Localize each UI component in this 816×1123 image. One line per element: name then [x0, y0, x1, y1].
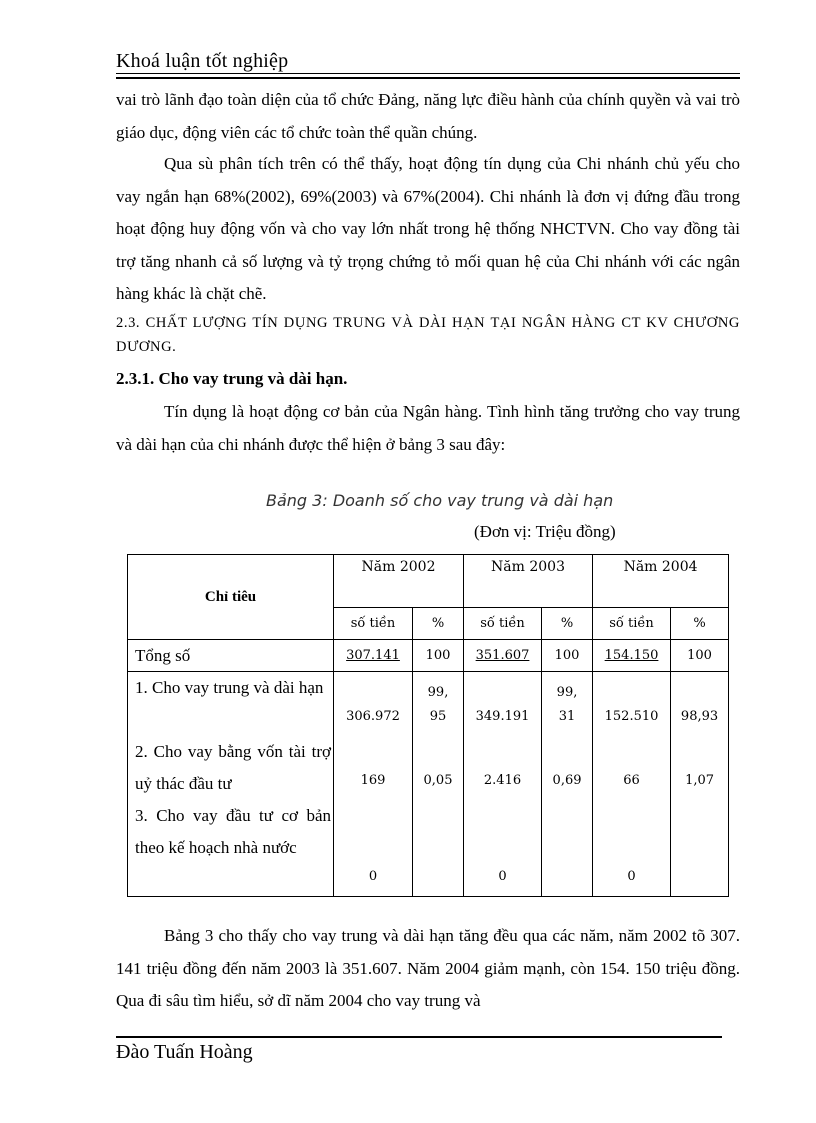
items-percent-2004 [671, 672, 729, 897]
subheader-percent: % [413, 608, 464, 640]
subheader-amount: số tiền [593, 608, 671, 640]
subheader-percent: % [542, 608, 593, 640]
item-amount-3-2002: 0 [368, 869, 378, 884]
item-label-2: 2. Cho vay bằng vốn tài trợ uỷ thác đầu tư [135, 742, 331, 793]
table-row-total [128, 640, 729, 672]
paragraph-4: Bảng 3 cho thấy cho vay trung và dài hạn tăng đều qua các năm, năm 2002 tõ 307. 141 triệu đồng đến năm 2003 là 351.607. Năm 2004 giảm mạnh, còn 154. 150 triệu đồng. Qua đi sâu tìm hiểu, sở dĩ năm 2004 cho vay trung và [116, 926, 740, 1010]
items-amount-2002 [334, 672, 413, 897]
item-percent-1-2004: 98,93 [680, 709, 719, 724]
items-percent-2002 [413, 672, 464, 897]
subsection-heading: 2.3.1. Cho vay trung và dài hạn. [116, 369, 348, 388]
item-amount-1-2003: 349.191 [475, 709, 530, 724]
total-percent-2002: 100 [413, 640, 464, 672]
section-heading: 2.3. CHẤT LƯỢNG TÍN DỤNG TRUNG VÀ DÀI HẠN TẠI NGÂN HÀNG CT KV CHƯƠNG DƯƠNG. [116, 315, 740, 355]
total-amount-2003: 351.607 [475, 648, 530, 663]
table-row-items [128, 672, 729, 897]
item-percent-1-2002-b: 95 [429, 709, 447, 724]
item-amount-1-2004: 152.510 [604, 709, 659, 724]
data-table [127, 554, 729, 897]
page-header-title: Khoá luận tốt nghiệp [116, 50, 289, 72]
footer-rule [116, 1036, 722, 1038]
paragraph-1: vai trò lãnh đạo toàn diện của tổ chức Đảng, năng lực điều hành của chính quyền và vai trò giáo dục, động viên các tổ chức toàn thể quần chúng. [116, 90, 740, 142]
subheader-amount: số tiền [464, 608, 542, 640]
header-year-2004: Năm 2004 [593, 555, 729, 608]
item-label-3: 3. Cho vay đầu tư cơ bản theo kế hoạch nhà nước [135, 806, 331, 857]
total-label: Tổng số [128, 640, 334, 672]
item-percent-2-2002: 0,05 [423, 773, 453, 788]
paragraph-3: Tín dụng là hoạt động cơ bản của Ngân hàng. Tình hình tăng trưởng cho vay trung và dài hạn của chi nhánh được thể hiện ở bảng 3 sau đây: [116, 402, 740, 454]
item-percent-1-2002-a: 99, [427, 685, 449, 700]
header-chi-tieu: Chỉ tiêu [128, 555, 334, 640]
header-rule-thick [116, 77, 740, 79]
items-label-cell [128, 672, 334, 897]
total-amount-2004: 154.150 [604, 648, 659, 663]
footer-author: Đào Tuấn Hoàng [116, 1041, 253, 1063]
table-header-row [128, 555, 729, 608]
paragraph-2: Qua sù phân tích trên có thể thấy, hoạt động tín dụng của Chi nhánh chủ yếu cho vay ngắn hạn 68%(2002), 69%(2003) và 67%(2004). Chi nhánh là đơn vị đứng đầu trong hoạt động huy động vốn và cho vay lớn nhất trong hệ thống NHCTVN. Cho vay đồng tài trợ tăng nhanh cả số lượng và tỷ trọng chứng tỏ mối quan hệ của Chi nhánh với các ngân hàng khác là chặt chẽ. [116, 154, 740, 303]
item-percent-2-2003: 0,69 [552, 773, 582, 788]
subheader-amount: số tiền [334, 608, 413, 640]
total-percent-2004: 100 [671, 640, 729, 672]
total-amount-2002: 307.141 [346, 648, 400, 663]
total-percent-2003: 100 [542, 640, 593, 672]
item-percent-2-2004: 1,07 [685, 773, 715, 788]
table-unit: (Đơn vị: Triệu đồng) [474, 522, 616, 541]
table-caption: Bảng 3: Doanh số cho vay trung và dài hạn [266, 491, 614, 510]
header-rule [116, 73, 740, 74]
item-amount-2-2004: 66 [623, 773, 640, 788]
item-amount-1-2002: 306.972 [346, 709, 400, 724]
item-percent-1-2003-b: 31 [558, 709, 576, 724]
item-label-1: 1. Cho vay trung và dài hạn [135, 678, 324, 697]
header-year-2002: Năm 2002 [334, 555, 464, 608]
items-amount-2004 [593, 672, 671, 897]
header-year-2003: Năm 2003 [464, 555, 593, 608]
item-amount-3-2004: 0 [627, 869, 636, 884]
item-percent-1-2003-a: 99, [556, 685, 578, 700]
items-amount-2003 [464, 672, 542, 897]
item-amount-2-2003: 2.416 [483, 773, 522, 788]
items-percent-2003 [542, 672, 593, 897]
item-amount-3-2003: 0 [498, 869, 507, 884]
subheader-percent: % [671, 608, 729, 640]
item-amount-2-2002: 169 [360, 773, 386, 788]
